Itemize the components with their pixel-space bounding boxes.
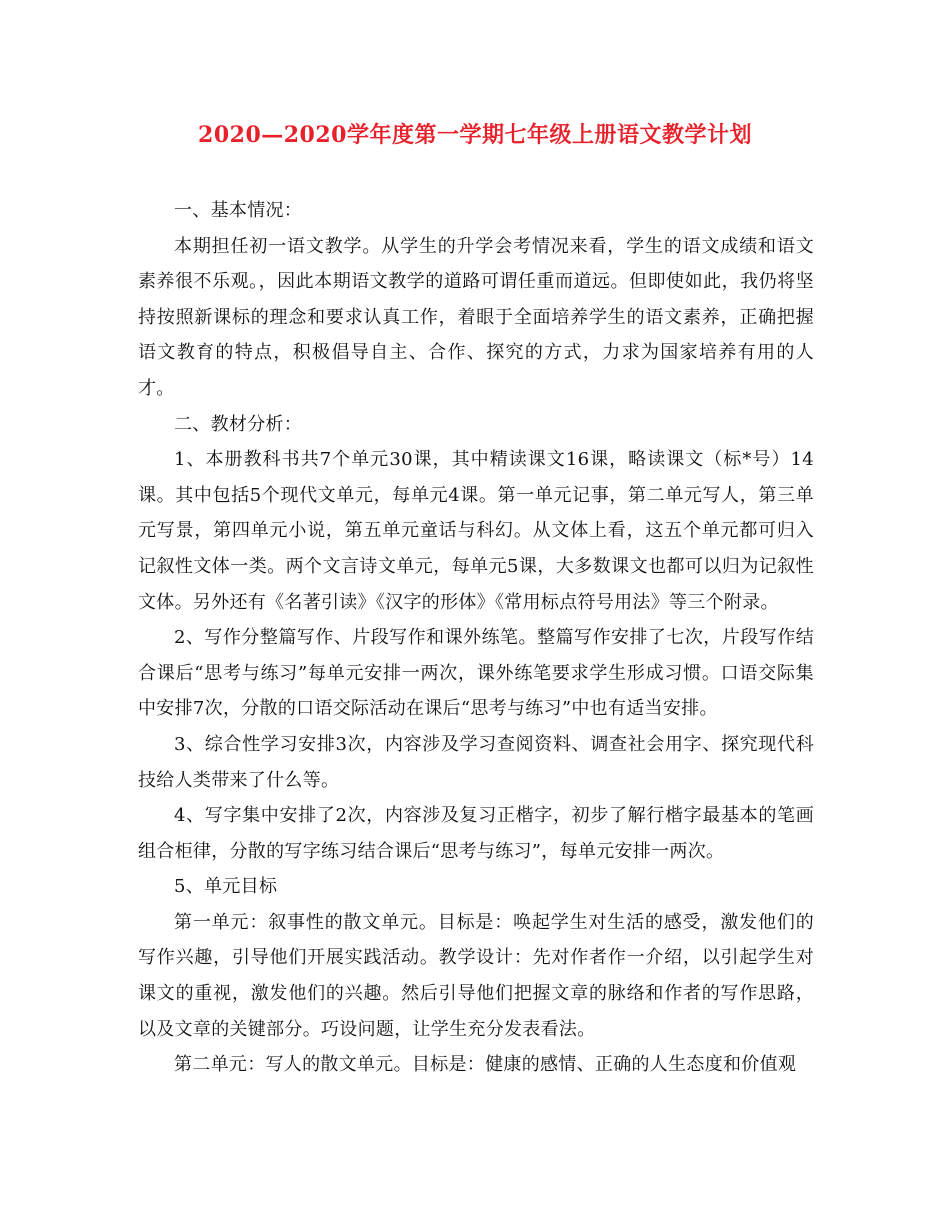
paragraph-unit-one: 第一单元：叙事性的散文单元。目标是：唤起学生对生活的感受，激发他们的写作兴趣，引导他们开展实践活动。教学设计：先对作者作一介绍，以引起学生对课文的重视，激发他们的兴趣。然后引导他们把握文章的脉络和作者的写作思路，以及文章的关键部分。巧设问题，让学生充分发表看法。 — [138, 911, 814, 1040]
paragraph-basic-situation: 本期担任初一语文教学。从学生的升学会考情况来看，学生的语文成绩和语文素养很不乐观。，因此本期语文教学的道路可谓任重而道远。但即使如此，我仍将坚持按照新课标的理念和要求认真工作，着眼于全面培养学生的语文素养，正确把握语文教育的特点，积极倡导自主、合作、探究的方式，力求为国家培养有用的人才。 — [138, 235, 814, 399]
paragraph-unit-two: 第二单元：写人的散文单元。目标是：健康的感情、正确的人生态度和价值观 — [174, 1054, 797, 1076]
paragraph-basic-situation-heading: 一、基本情况： — [174, 200, 303, 221]
paragraph-comprehensive-study: 3、综合性学习安排3次，内容涉及学习查阅资料、调查社会用字、探究现代科技给人类带来了什么等。 — [138, 733, 814, 791]
document-title: 2020—2020学年度第一学期七年级上册语文教学计划 — [198, 122, 752, 148]
paragraph-textbook-units: 1、本册教科书共7个单元30课，其中精读课文16课，略读课文（标*号）14课。其中包括5个现代文单元，每单元4课。第一单元记事，第二单元写人，第三单元写景，第四单元小说，第五单元童话与科幻。从文体上看，这五个单元都可归入记叙性文体一类。两个文言诗文单元，每单元5课，大多数课文也都可以归为记叙性文体。另外还有《名著引读》《汉字的形体》《常用标点符号用法》等三个附录。 — [138, 449, 814, 613]
paragraph-unit-goals-heading: 5、单元目标 — [174, 876, 278, 898]
paragraph-handwriting: 4、写字集中安排了2次，内容涉及复习正楷字，初步了解行楷字最基本的笔画组合柜律，分散的写字练习结合课后“思考与练习”，每单元安排一两次。 — [138, 805, 814, 862]
paragraph-writing: 2、写作分整篇写作、片段写作和课外练笔。整篇写作安排了七次，片段写作结合课后“思考与练习”每单元安排一两次，课外练笔要求学生形成习惯。口语交际集中安排7次，分散的口语交际活动在课后“思考与练习”中也有适当安排。 — [138, 627, 814, 720]
document-body — [138, 193, 814, 1083]
paragraph-textbook-analysis-heading: 二、教材分析： — [174, 413, 303, 435]
